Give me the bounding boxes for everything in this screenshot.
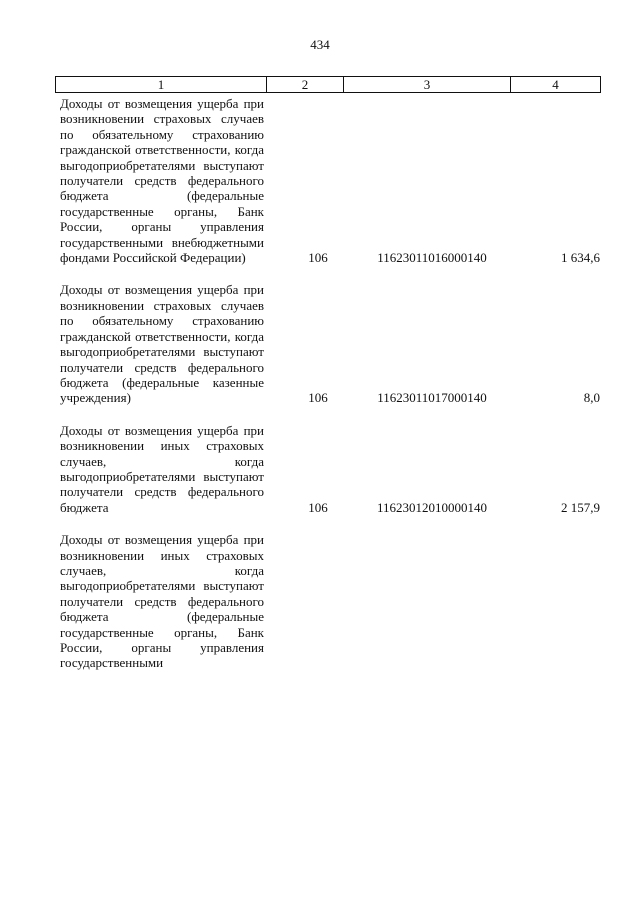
row-budget-code: 11623011016000140 <box>377 250 487 266</box>
row-description: Доходы от возмещения ущерба при возникновении иных страховых случаев, когда выгодоприобретателями выступают получатели средств федерального бюджета (федеральные государственные органы, Банк России, органы управления государственными <box>60 532 264 671</box>
header-column-2: 2 <box>267 77 344 92</box>
row-admin-code: 106 <box>308 390 328 406</box>
table-row <box>60 282 600 405</box>
table-row <box>60 96 600 265</box>
page-number: 434 <box>310 37 330 52</box>
table-row <box>60 532 600 671</box>
row-amount: 8,0 <box>583 390 600 406</box>
row-admin-code: 106 <box>308 499 328 515</box>
row-amount: 1 634,6 <box>561 250 600 266</box>
header-column-4: 4 <box>552 77 559 92</box>
row-admin-code: 106 <box>308 250 328 266</box>
table-row <box>60 423 600 515</box>
row-description: Доходы от возмещения ущерба при возникновении иных страховых случаев, когда выгодоприобретателями выступают получатели средств федерального бюджета <box>60 422 264 515</box>
table-header-row <box>55 76 601 93</box>
row-amount: 2 157,9 <box>561 499 600 515</box>
row-description: Доходы от возмещения ущерба при возникновении страховых случаев по обязательному страхованию гражданской ответственности, когда выгодоприобретателями выступают получатели средств федерального бюджета (федеральные казенные учреждения) <box>60 282 264 406</box>
row-budget-code: 11623011017000140 <box>377 390 487 406</box>
row-description: Доходы от возмещения ущерба при возникновении страховых случаев по обязательному страхованию гражданской ответственности, когда выгодоприобретателями выступают получатели средств федерального бюджета (федеральные государственные органы, Банк России, органы управления государственными внебюджетными фондами Российской Федерации) <box>60 96 264 266</box>
header-column-1: 1 <box>56 77 267 92</box>
table-body <box>60 96 600 688</box>
row-budget-code: 11623012010000140 <box>376 499 488 515</box>
header-column-3: 3 <box>344 77 511 92</box>
